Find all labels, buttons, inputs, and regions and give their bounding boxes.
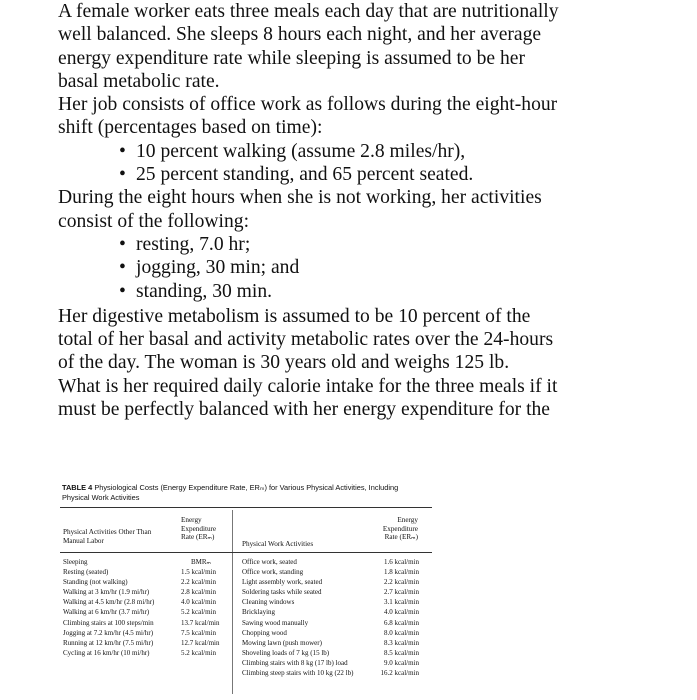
table-cell: Soldering tasks while seated bbox=[242, 588, 322, 597]
table-cell: 8.5 kcal/min bbox=[384, 648, 419, 657]
text-line: of the day. The woman is 30 years old and weighs 125 lb. bbox=[58, 352, 510, 374]
text-line: energy expenditure rate while sleeping is assumed to be her bbox=[58, 47, 526, 69]
job-paragraph bbox=[58, 93, 690, 140]
table-cell: 2.8 kcal/min bbox=[181, 588, 216, 597]
header-text: Manual Labor bbox=[63, 536, 104, 545]
problem-text bbox=[58, 0, 690, 421]
table-cell: Running at 12 km/hr (7.5 mi/hr) bbox=[63, 638, 154, 647]
text-line: shift (percentages based on time): bbox=[58, 117, 323, 139]
table-cell: 5.2 kcal/min bbox=[181, 608, 216, 617]
offwork-bullet-list bbox=[58, 233, 690, 303]
table-cell: 16.2 kcal/min bbox=[380, 669, 419, 678]
column-divider bbox=[232, 510, 233, 694]
table-cell: Climbing stairs at 100 steps/min bbox=[63, 618, 154, 627]
table-cell: Chopping wood bbox=[242, 628, 287, 637]
text-line: What is her required daily calorie intake for the three meals if it bbox=[58, 375, 558, 397]
work-rate-column bbox=[374, 557, 419, 678]
text-line: total of her basal and activity metabolic rates over the 24-hours bbox=[58, 329, 554, 351]
table-cell: BMRₘ bbox=[191, 558, 211, 566]
table-cell: 6.8 kcal/min bbox=[384, 618, 419, 627]
table-cell: 4.0 kcal/min bbox=[181, 598, 216, 607]
table-cell: Jogging at 7.2 km/hr (4.5 mi/hr) bbox=[63, 628, 154, 637]
intro-paragraph bbox=[58, 0, 690, 93]
table-cell: Standing (not walking) bbox=[63, 578, 128, 587]
table-cell: Walking at 6 km/hr (3.7 mi/hr) bbox=[63, 608, 150, 617]
other-rate-column bbox=[181, 557, 220, 658]
table-cell: Climbing steep stairs with 10 kg (22 lb) bbox=[242, 669, 354, 678]
col2-header bbox=[181, 516, 216, 542]
table-top-rule bbox=[60, 507, 432, 508]
bullet-item: • standing, 30 min. bbox=[58, 280, 690, 303]
text-line: well balanced. She sleeps 8 hours each night, and her average bbox=[58, 24, 542, 46]
header-text: Rate (ERₘ) bbox=[181, 533, 215, 542]
table-cell: 4.0 kcal/min bbox=[384, 608, 419, 617]
offwork-paragraph bbox=[58, 186, 690, 233]
table-cell: 1.8 kcal/min bbox=[384, 568, 419, 577]
table-cell: 8.0 kcal/min bbox=[384, 628, 419, 637]
table-cell: 12.7 kcal/min bbox=[181, 638, 220, 647]
table-cell: Walking at 4.5 km/hr (2.8 mi/hr) bbox=[63, 598, 155, 607]
text-line: consist of the following: bbox=[58, 210, 250, 232]
table-cell: 2.7 kcal/min bbox=[384, 588, 419, 597]
table-cell: Sleeping bbox=[63, 558, 88, 566]
other-activity-column bbox=[63, 557, 154, 658]
bullet-item: • 25 percent standing, and 65 percent seated. bbox=[58, 163, 690, 186]
table-label: TABLE 4 bbox=[62, 483, 93, 492]
table-cell: Walking at 3 km/hr (1.9 mi/hr) bbox=[63, 588, 150, 597]
text-line: basal metabolic rate. bbox=[58, 70, 220, 92]
table-cell: Office work, standing bbox=[242, 568, 304, 577]
table-cell: Mowing lawn (push mower) bbox=[242, 638, 322, 647]
table-cell: Office work, seated bbox=[242, 558, 297, 566]
table-cell: Resting (seated) bbox=[63, 568, 109, 577]
table-cell: 2.2 kcal/min bbox=[384, 578, 419, 587]
table-cell: 13.7 kcal/min bbox=[181, 618, 220, 627]
work-activity-column bbox=[242, 557, 353, 678]
job-bullet-list bbox=[58, 140, 690, 187]
header-text: Physical Work Activities bbox=[242, 540, 314, 548]
table-header-rule bbox=[60, 552, 432, 553]
table-cell: Shoveling loads of 7 kg (15 lb) bbox=[242, 648, 330, 657]
col1-header bbox=[63, 528, 151, 545]
table-cell: 3.1 kcal/min bbox=[384, 598, 419, 607]
text-line: A female worker eats three meals each day that are nutritionally bbox=[58, 1, 559, 22]
table-caption bbox=[62, 483, 422, 503]
table-cell: 1.6 kcal/min bbox=[384, 558, 419, 566]
table-cell: 1.5 kcal/min bbox=[181, 568, 216, 577]
table-cell: 9.0 kcal/min bbox=[384, 658, 419, 667]
table-title-line-2: Physical Work Activities bbox=[62, 493, 140, 502]
bullet-item: • resting, 7.0 hr; bbox=[58, 233, 690, 256]
col4-header bbox=[375, 516, 418, 542]
table-cell: Sawing wood manually bbox=[242, 618, 309, 627]
table-cell: Cleaning windows bbox=[242, 598, 295, 607]
header-text: Energy bbox=[181, 516, 202, 524]
col3-header bbox=[242, 540, 313, 549]
text-line: During the eight hours when she is not working, her activities bbox=[58, 187, 542, 209]
table-title-line-1: Physiological Costs (Energy Expenditure Rate, ERₘ) for Various Physical Activities, Including bbox=[94, 483, 399, 492]
text-line: Her job consists of office work as follows during the eight-hour bbox=[58, 94, 558, 116]
header-text: Expenditure bbox=[181, 524, 217, 533]
text-line: Her digestive metabolism is assumed to be 10 percent of the bbox=[58, 305, 531, 327]
table-cell: 7.5 kcal/min bbox=[181, 628, 216, 637]
table-cell: Cycling at 16 km/hr (10 mi/hr) bbox=[63, 648, 150, 657]
header-text: Expenditure bbox=[382, 524, 418, 533]
header-text: Physical Activities Other Than bbox=[63, 528, 152, 536]
text-line: must be perfectly balanced with her energy expenditure for the bbox=[58, 399, 551, 421]
table-cell: 5.2 kcal/min bbox=[181, 648, 216, 657]
bullet-item: • 10 percent walking (assume 2.8 miles/hr), bbox=[58, 140, 690, 163]
table-cell: Light assembly work, seated bbox=[242, 578, 323, 587]
table-cell: 2.2 kcal/min bbox=[181, 578, 216, 587]
bullet-item: • jogging, 30 min; and bbox=[58, 256, 690, 279]
header-text: Rate (ERₘ) bbox=[384, 533, 418, 542]
header-text: Energy bbox=[397, 516, 418, 524]
table-cell: Climbing stairs with 8 kg (17 lb) load bbox=[242, 658, 348, 667]
table-cell: Bricklaying bbox=[242, 608, 276, 617]
table-cell: 8.3 kcal/min bbox=[384, 638, 419, 647]
closing-paragraph bbox=[58, 305, 690, 421]
